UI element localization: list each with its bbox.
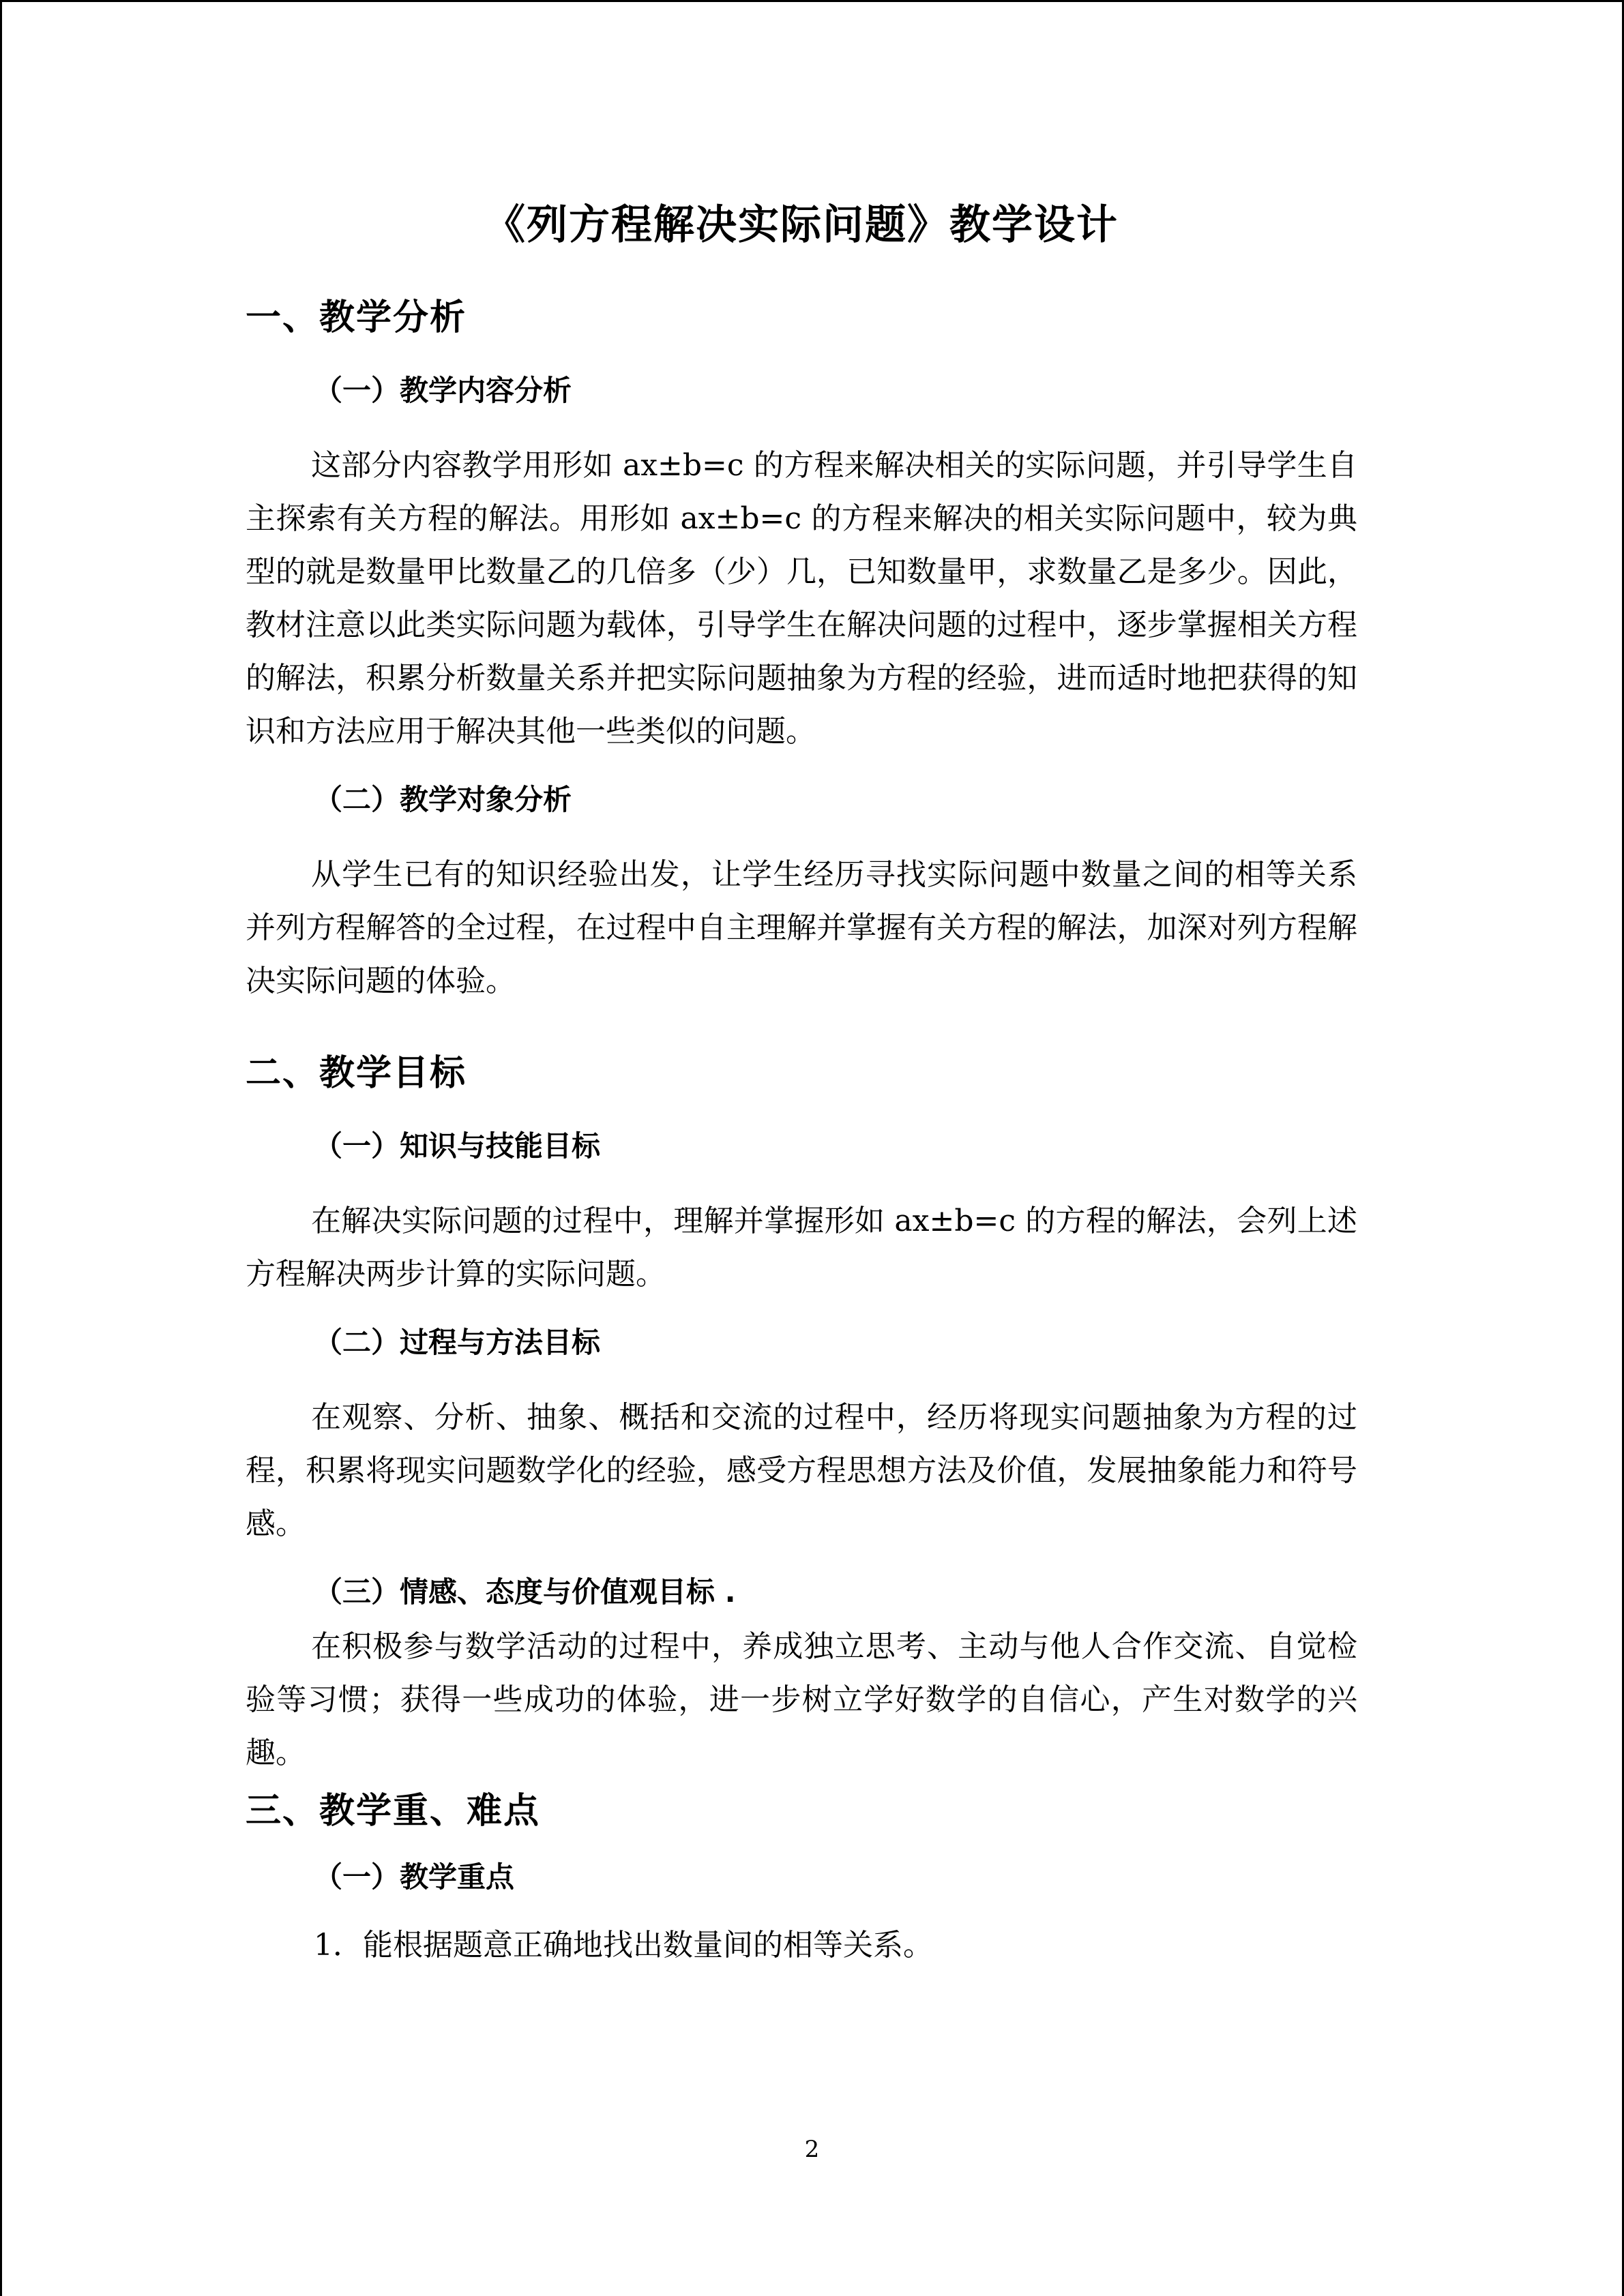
paragraph-audience-analysis: 从学生已有的知识经验出发，让学生经历寻找实际问题中数量之间的相等关系并列方程解答的全过程，在过程中自主理解并掌握有关方程的解法，加深对列方程解决实际问题的体验。 — [246, 857, 1357, 998]
paragraph-knowledge-goals: 在解决实际问题的过程中，理解并掌握形如 ax±b=c 的方程的解法，会列上述方程解决两步计算的实际问题。 — [246, 1204, 1357, 1292]
section-heading-teaching-goals: 二、教学目标 — [246, 1053, 467, 1094]
paragraph-content-analysis: 这部分内容教学用形如 ax±b=c 的方程来解决相关的实际问题，并引导学生自主探索有关方程的解法。用形如 ax±b=c 的方程来解决的相关实际问题中，较为典型的就是数量甲比数量乙的几倍多（少）几，已知数量甲，求数量乙是多少。因此，教材注意以此类实际问题为载体，引导学生在解决问题的过程中，逐步掌握相关方程的解法，积累分析数量关系并把实际问题抽象为方程的经验，进而适时地把获得的知识和方法应用于解决其他一些类似的问题。 — [246, 448, 1357, 749]
subsection-heading-key-points: （一）教学重点 — [314, 1860, 515, 1894]
subsection-heading-content-analysis: （一）教学内容分析 — [314, 374, 572, 407]
paragraph-attitude-goals: 在积极参与数学活动的过程中，养成独立思考、主动与他人合作交流、自觉检验等习惯；获得一些成功的体验，进一步树立学好数学的自信心，产生对数学的兴趣。 — [246, 1629, 1357, 1770]
subsection-heading-knowledge-goals: （一）知识与技能目标 — [314, 1129, 601, 1163]
list-item-key-point-1: 1．能根据题意正确地找出数量间的相等关系。 — [314, 1928, 933, 1963]
document-body — [246, 201, 1357, 1993]
paragraph-process-goals: 在观察、分析、抽象、概括和交流的过程中，经历将现实问题抽象为方程的过程，积累将现实问题数学化的经验，感受方程思想方法及价值，发展抽象能力和符号感。 — [246, 1400, 1357, 1541]
document-title: 《列方程解决实际问题》教学设计 — [484, 201, 1119, 249]
section-heading-teaching-analysis: 一、教学分析 — [246, 297, 467, 338]
page-number: 2 — [804, 2136, 820, 2163]
page-top-border — [0, 0, 1624, 2]
subsection-heading-audience-analysis: （二）教学对象分析 — [314, 783, 572, 816]
section-heading-key-difficult-points: 三、教学重、难点 — [246, 1791, 541, 1832]
page-left-border — [0, 0, 2, 2296]
subsection-heading-process-goals: （二）过程与方法目标 — [314, 1326, 601, 1359]
subsection-heading-attitude-goals: （三）情感、态度与价值观目标 . — [314, 1575, 736, 1609]
